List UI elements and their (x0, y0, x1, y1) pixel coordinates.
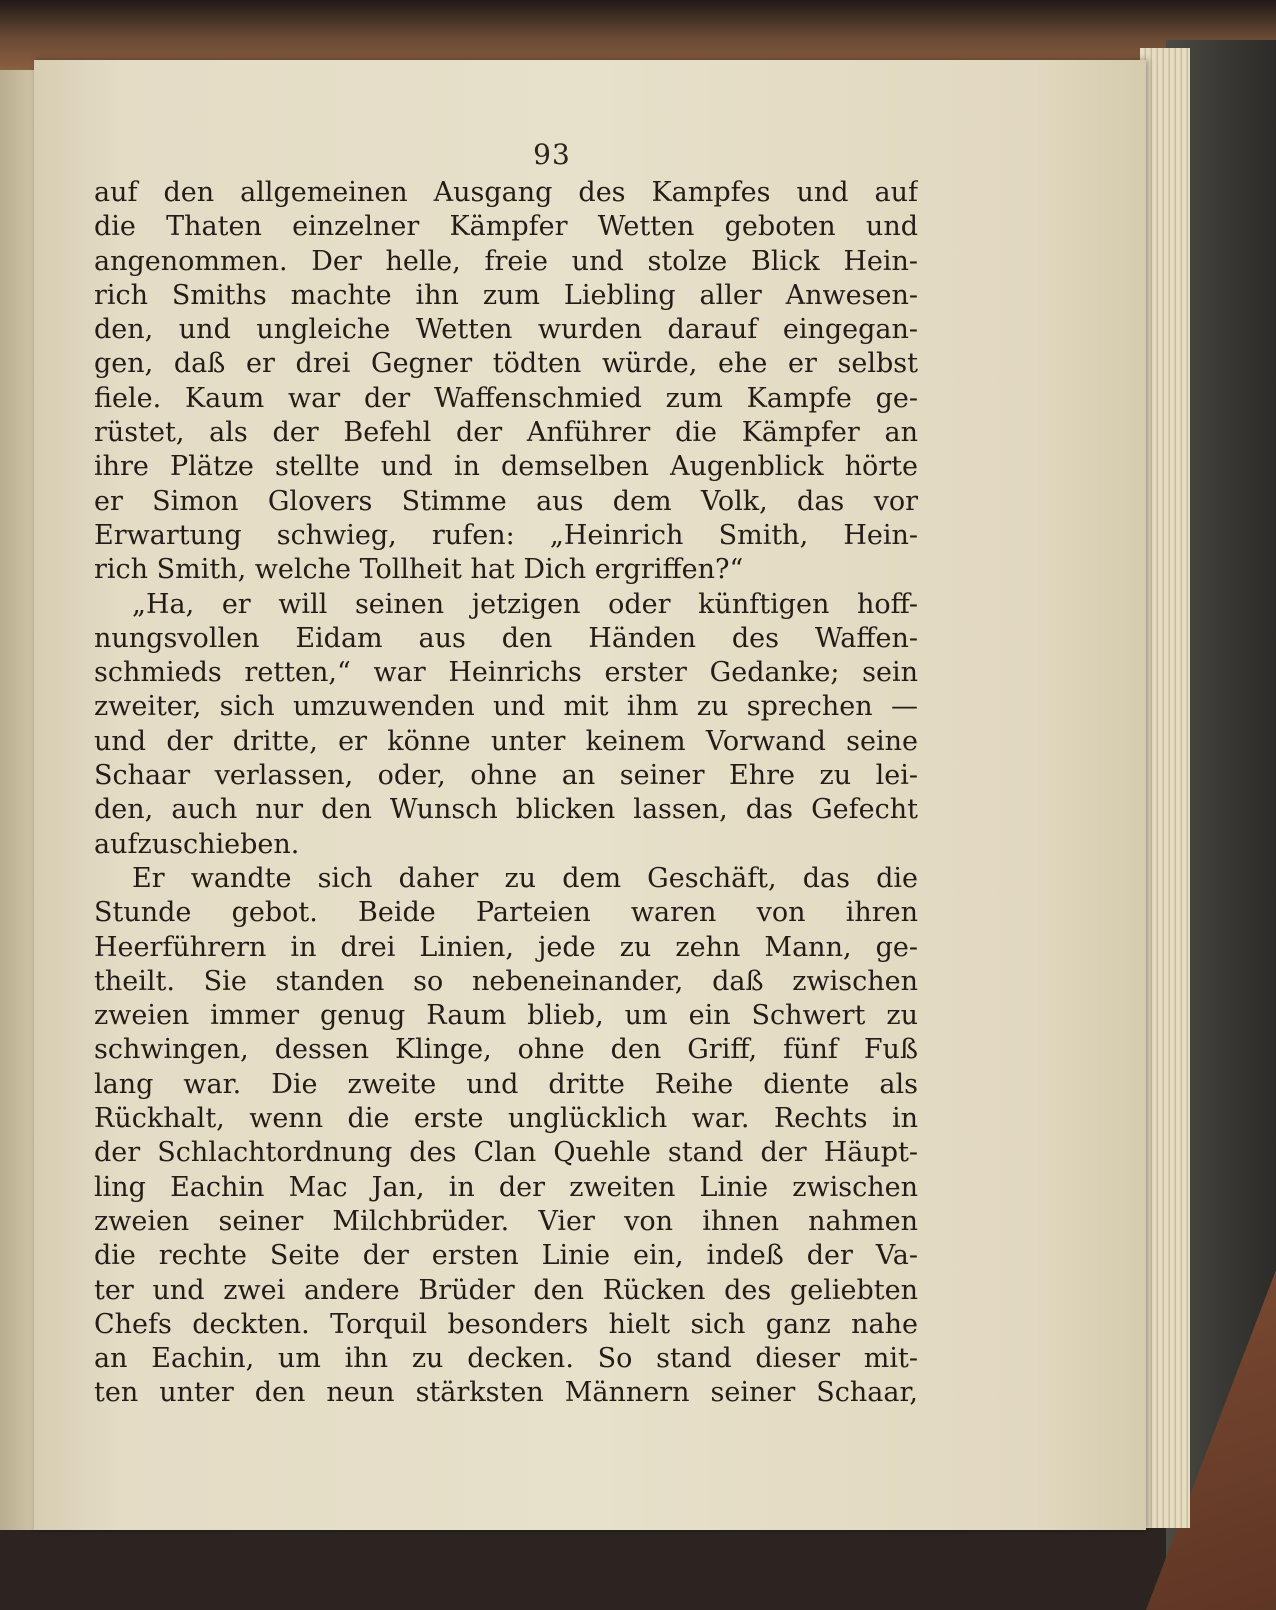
text-line: Erwartung schwieg, rufen: „Heinrich Smith, Hein- (94, 519, 918, 551)
text-line: ten unter den neun stärksten Männern seiner Schaar, (94, 1377, 918, 1409)
text-line: und der dritte, er könne unter keinem Vorwand seine (94, 725, 918, 757)
text-line: ter und zwei andere Brüder den Rücken des geliebten (94, 1274, 918, 1306)
text-line: den, auch nur den Wunsch blicken lassen, das Gefecht (94, 794, 918, 826)
text-line: rich Smith, welche Tollheit hat Dich ergriffen?“ (94, 554, 744, 586)
text-line: Rückhalt, wenn die erste unglücklich war. Rechts in (94, 1103, 918, 1135)
text-line: ihre Plätze stellte und in demselben Augenblick hörte (94, 451, 918, 483)
page-text (94, 176, 918, 1411)
text-line: Schaar verlassen, oder, ohne an seiner Ehre zu lei- (94, 760, 918, 792)
text-line: Heerführern in drei Linien, jede zu zehn Mann, ge- (94, 931, 918, 963)
text-line: die rechte Seite der ersten Linie ein, indeß der Va- (94, 1240, 918, 1272)
text-line: auf den allgemeinen Ausgang des Kampfes und auf (94, 177, 918, 208)
text-line: zweien immer genug Raum blieb, um ein Schwert zu (94, 1000, 918, 1032)
text-line: gen, daß er drei Gegner tödten würde, ehe er selbst (94, 348, 918, 380)
text-line: angenommen. Der helle, freie und stolze Blick Hein- (94, 245, 918, 277)
text-line: theilt. Sie standen so nebeneinander, daß zwischen (94, 965, 918, 997)
text-line: fiele. Kaum war der Waffenschmied zum Kampfe ge- (94, 382, 918, 414)
text-line: zweiter, sich umzuwenden und mit ihm zu sprechen — (94, 691, 918, 723)
text-line: Chefs deckten. Torquil besonders hielt sich ganz nahe (94, 1308, 918, 1340)
text-line: Stunde gebot. Beide Parteien waren von ihren (94, 897, 918, 929)
text-line: lang war. Die zweite und dritte Reihe diente als (94, 1068, 918, 1100)
text-line: den, und ungleiche Wetten wurden darauf eingegan- (94, 314, 918, 346)
text-line: nungsvollen Eidam aus den Händen des Waffen- (94, 622, 918, 654)
page-stack-edges (1140, 48, 1190, 1528)
text-line: Er wandte sich daher zu dem Geschäft, das die (132, 862, 918, 894)
text-line: er Simon Glovers Stimme aus dem Volk, das vor (94, 485, 918, 517)
text-line: zweien seiner Milchbrüder. Vier von ihnen nahmen (94, 1205, 918, 1237)
page-number: 93 (533, 138, 571, 171)
text-line: rüstet, als der Befehl der Anführer die Kämpfer an (94, 417, 918, 449)
facing-page-edge (0, 70, 36, 1530)
text-line: die Thaten einzelner Kämpfer Wetten geboten und (94, 211, 918, 243)
text-line: „Ha, er will seinen jetzigen oder künftigen hoff- (132, 588, 918, 620)
text-line: aufzuschieben. (94, 828, 300, 860)
book-page (34, 60, 1146, 1530)
text-line: ling Eachin Mac Jan, in der zweiten Linie zwischen (94, 1171, 918, 1203)
text-line: schmieds retten,“ war Heinrichs erster Gedanke; sein (94, 657, 918, 689)
text-line: an Eachin, um ihn zu decken. So stand dieser mit- (94, 1343, 918, 1375)
text-line: schwingen, dessen Klinge, ohne den Griff, fünf Fuß (94, 1034, 918, 1066)
text-line: rich Smiths machte ihn zum Liebling aller Anwesen- (94, 279, 918, 311)
text-line: der Schlachtordnung des Clan Quehle stand der Häupt- (94, 1137, 918, 1169)
